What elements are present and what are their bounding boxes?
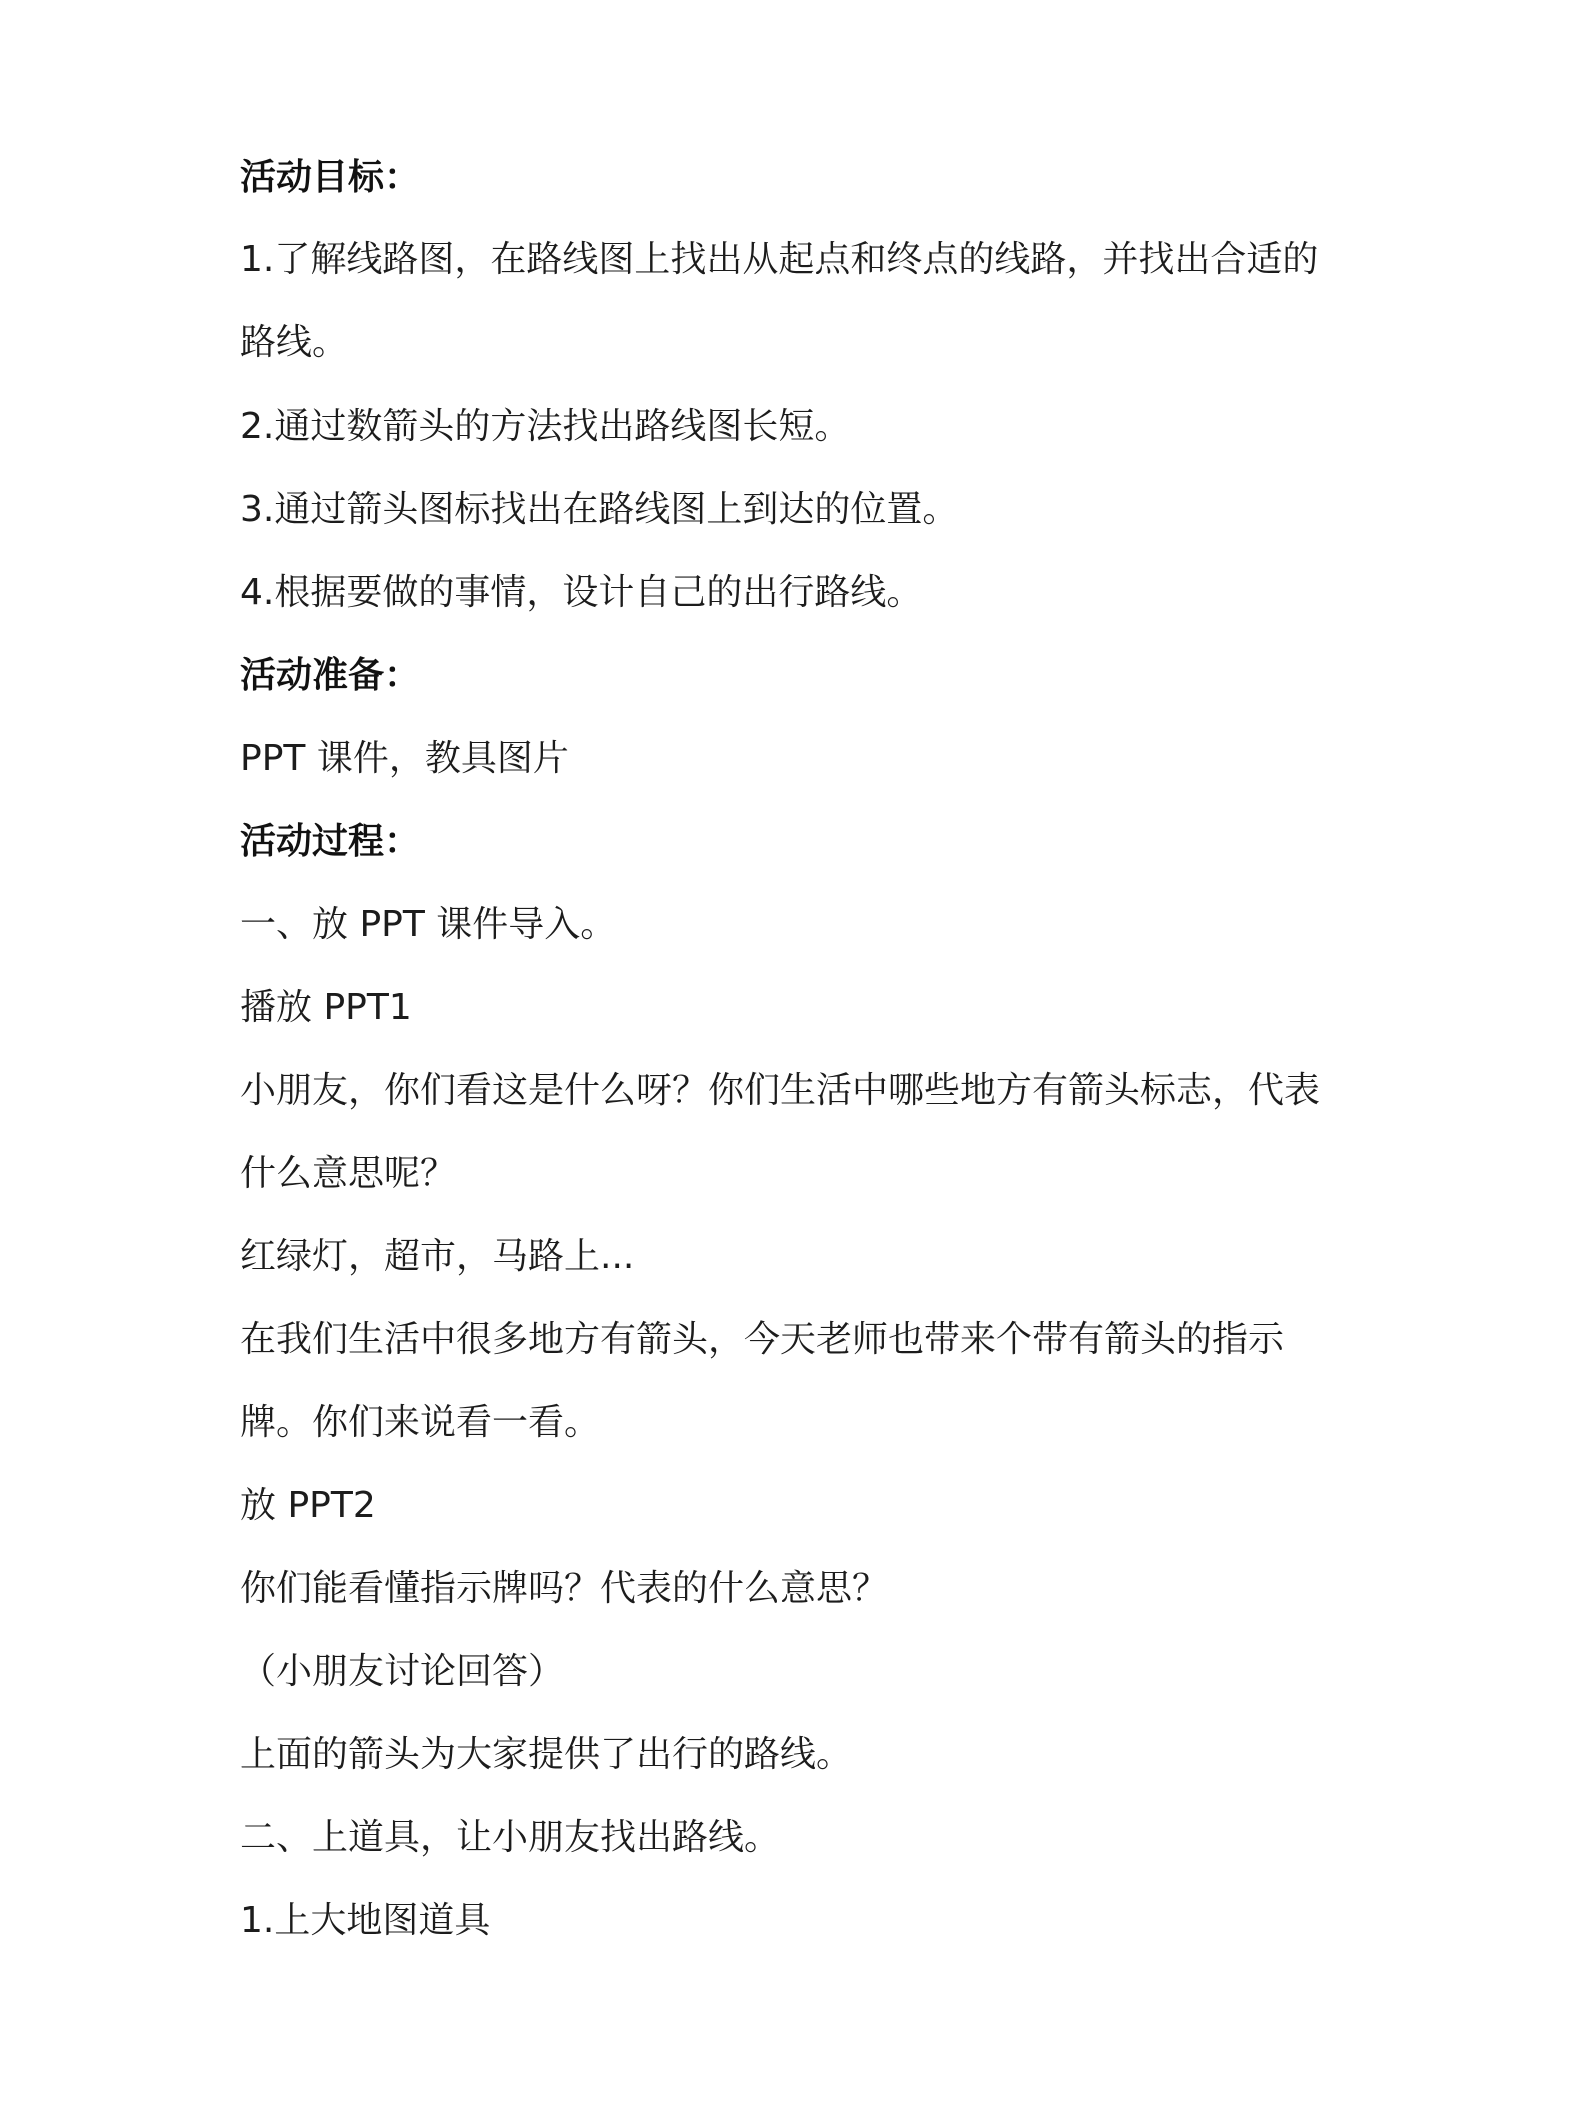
heading-activity-process: 活动过程： (240, 821, 421, 862)
goal-1-line-1: 1.了解线路图，在路线图上找出从起点和终点的线路，并找出合适的 (240, 239, 1319, 280)
discussion-note: （小朋友讨论回答） (240, 1651, 565, 1692)
goal-1-line-2: 路线。 (240, 322, 349, 363)
answer-1: 红绿灯，超市，马路上... (240, 1236, 635, 1277)
intro-line-1: 在我们生活中很多地方有箭头，今天老师也带来个带有箭头的指示 (240, 1319, 1285, 1360)
prep-text: PPT 课件，教具图片 (240, 738, 569, 779)
question-2: 你们能看懂指示牌吗？代表的什么意思？ (240, 1568, 889, 1609)
step-1: 一、放 PPT 课件导入。 (240, 904, 617, 945)
step-2-item-1: 1.上大地图道具 (240, 1900, 491, 1941)
play-ppt2: 放 PPT2 (240, 1485, 376, 1526)
question-1-line-1: 小朋友，你们看这是什么呀？你们生活中哪些地方有箭头标志，代表 (240, 1070, 1321, 1111)
play-ppt1: 播放 PPT1 (240, 987, 412, 1028)
heading-activity-prep: 活动准备： (240, 655, 421, 696)
step-2: 二、上道具，让小朋友找出路线。 (240, 1817, 781, 1858)
summary: 上面的箭头为大家提供了出行的路线。 (240, 1734, 853, 1775)
question-1-line-2: 什么意思呢？ (240, 1153, 457, 1194)
heading-activity-goals: 活动目标： (240, 157, 421, 198)
goal-3: 3.通过箭头图标找出在路线图上到达的位置。 (240, 489, 959, 530)
goal-4: 4.根据要做的事情，设计自己的出行路线。 (240, 572, 923, 613)
goal-2: 2.通过数箭头的方法找出路线图长短。 (240, 406, 851, 447)
intro-line-2: 牌。你们来说看一看。 (240, 1402, 601, 1443)
